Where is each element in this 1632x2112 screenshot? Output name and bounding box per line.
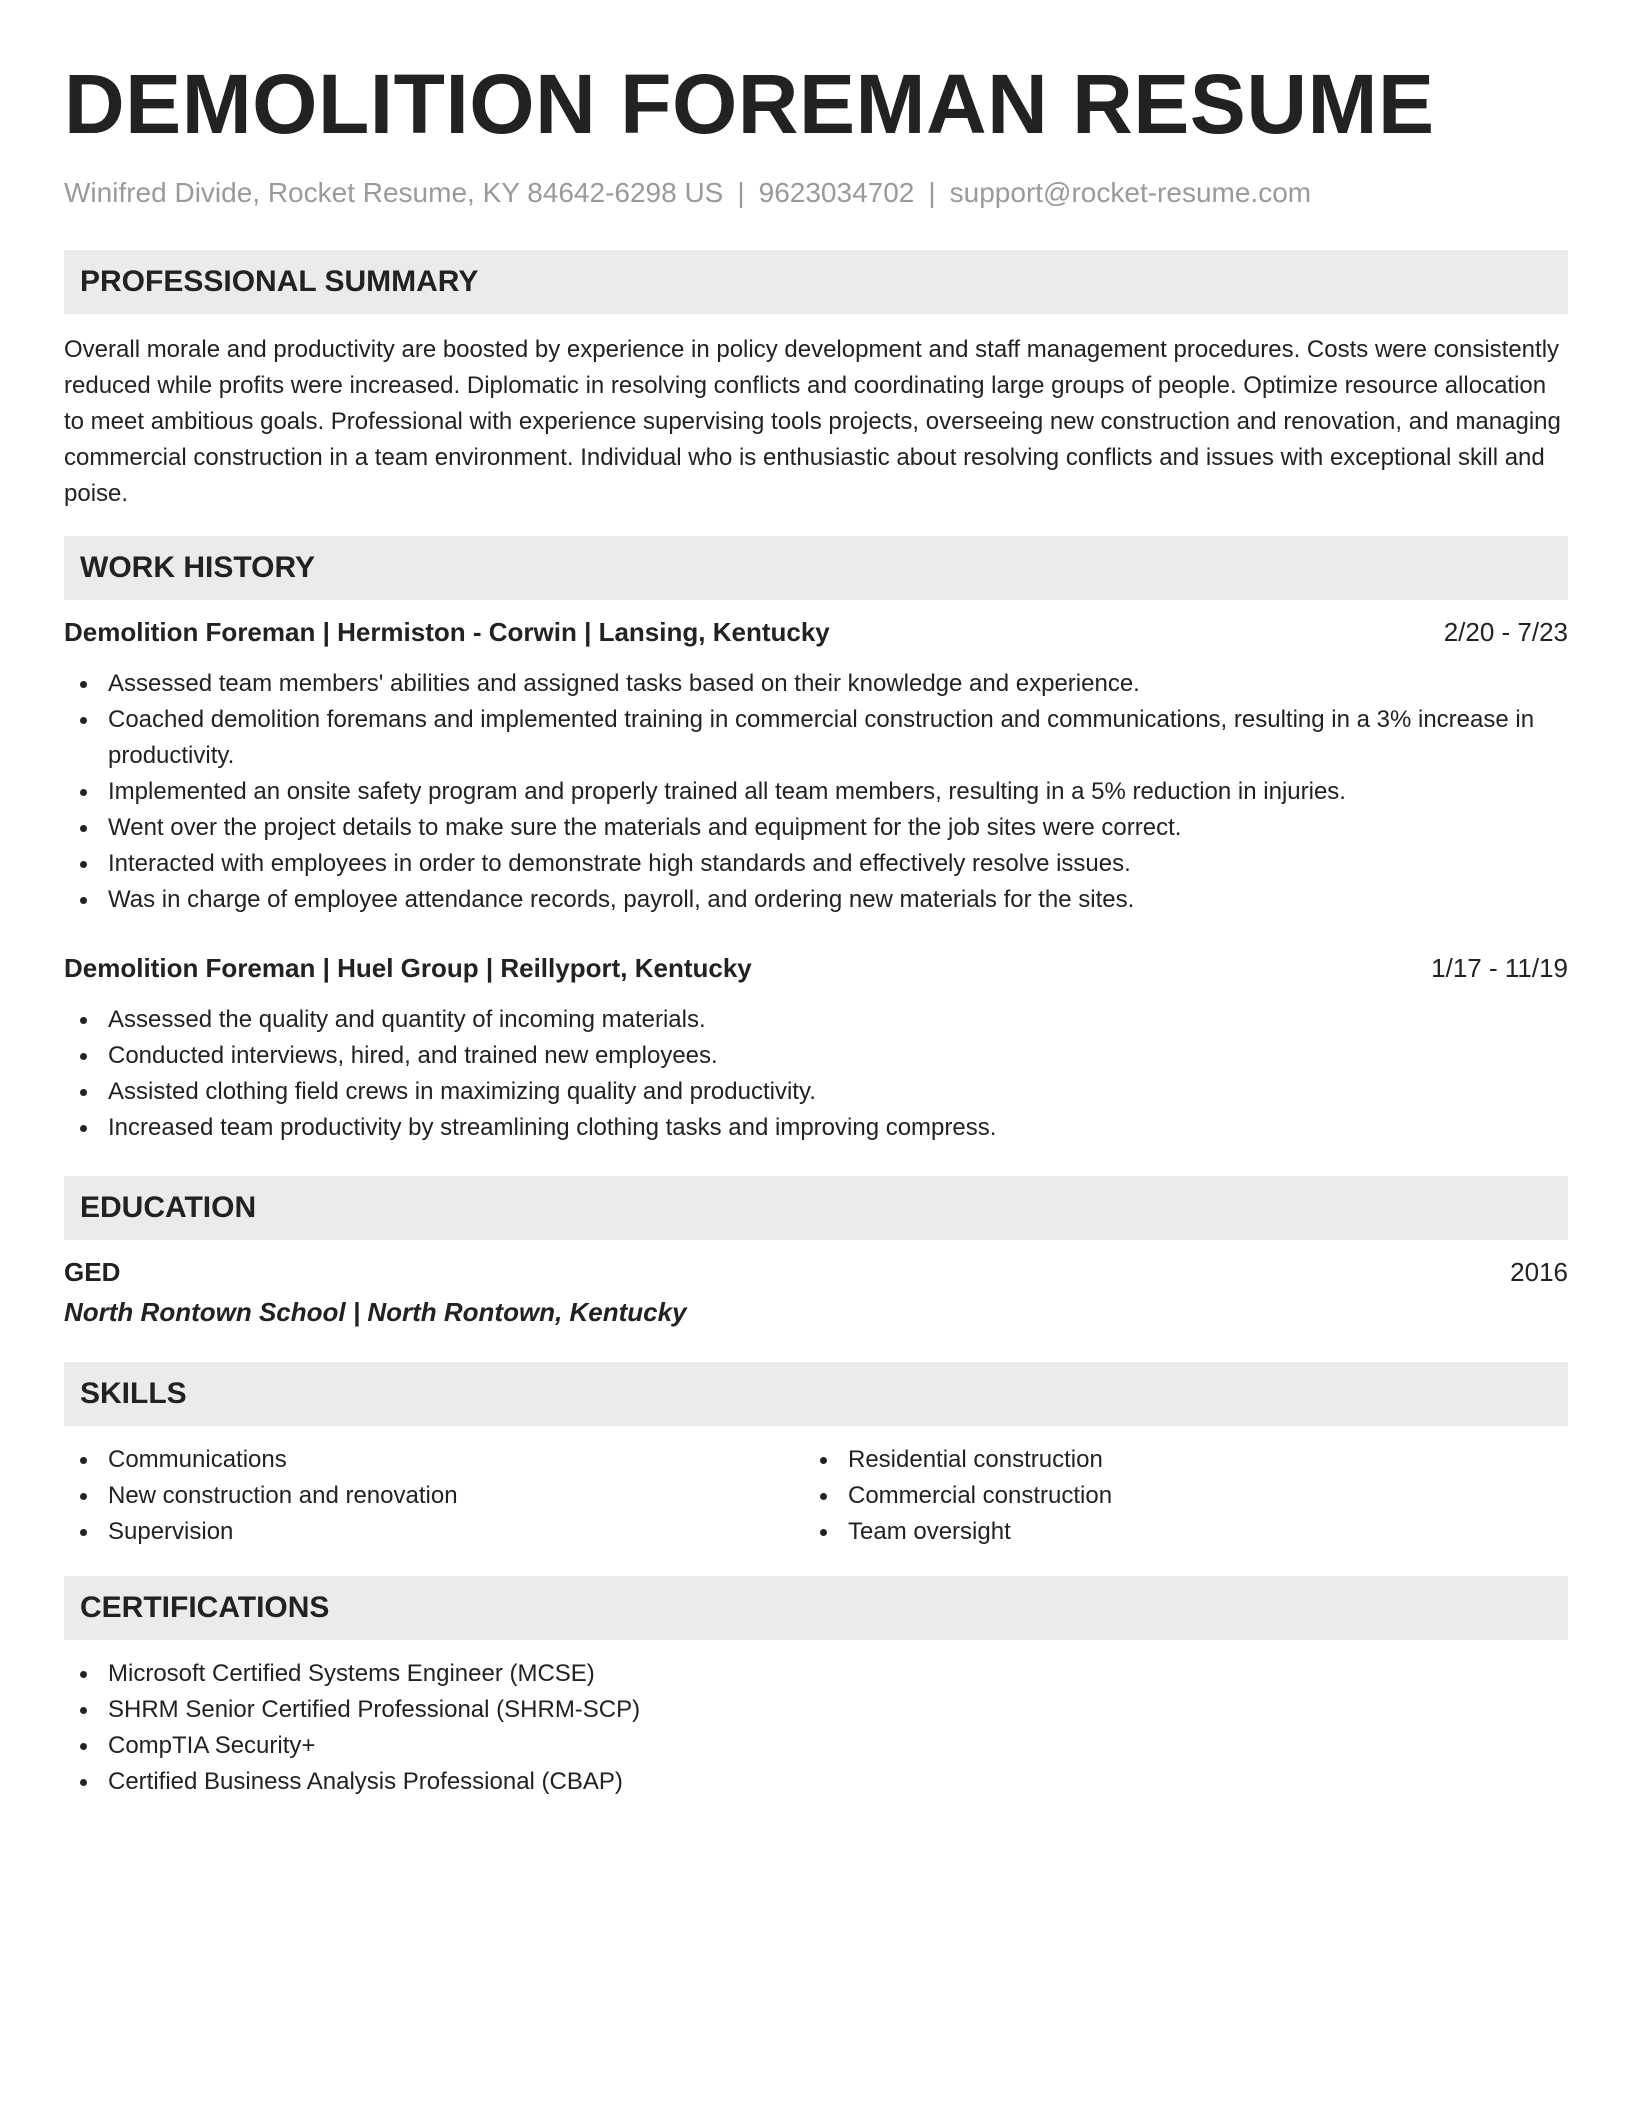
skills-column-left <box>64 1442 804 1550</box>
list-item: Assisted clothing field crews in maximizing quality and productivity. <box>64 1074 1568 1110</box>
contact-phone: 9623034702 <box>758 177 915 208</box>
education-year: 2016 <box>1510 1257 1568 1287</box>
certifications-list <box>64 1656 1568 1800</box>
skills-heading: SKILLS <box>64 1362 1568 1426</box>
list-item: Assessed team members' abilities and assigned tasks based on their knowledge and experience. <box>64 666 1568 702</box>
skills-list <box>64 1442 1568 1550</box>
job-entry <box>64 614 1568 918</box>
job-duties <box>64 1002 1568 1146</box>
summary-text: Overall morale and productivity are boosted by experience in policy development and staff management procedures. Costs were consistently reduced while profits were increased. Diplomatic in resolving conflicts and coordinating large groups of people. Optimize resource allocation to meet ambitious goals. Professional with experience supervising tools projects, overseeing new construction and renovation, and managing commercial construction in a team environment. Individual who is enthusiastic about resolving conflicts and issues with exceptional skill and poise. <box>64 336 1561 507</box>
education-school: North Rontown School | North Rontown, Kentucky <box>64 1297 687 1327</box>
certification-item: SHRM Senior Certified Professional (SHRM-SCP) <box>64 1692 1568 1728</box>
list-item: Conducted interviews, hired, and trained new employees. <box>64 1038 1568 1074</box>
certification-item: Certified Business Analysis Professional (CBAP) <box>64 1764 1568 1800</box>
job-entry <box>64 950 1568 1146</box>
list-item: Interacted with employees in order to demonstrate high standards and effectively resolve issues. <box>64 846 1568 882</box>
skill-item: New construction and renovation <box>64 1478 804 1514</box>
contact-line <box>64 176 1568 210</box>
certification-item: Microsoft Certified Systems Engineer (MCSE) <box>64 1656 1568 1692</box>
job-dates: 1/17 - 11/19 <box>1431 953 1568 983</box>
job-dates: 2/20 - 7/23 <box>1443 617 1568 647</box>
education-heading: EDUCATION <box>64 1176 1568 1240</box>
list-item: Increased team productivity by streamlining clothing tasks and improving compress. <box>64 1110 1568 1146</box>
job-duties <box>64 666 1568 918</box>
certifications-heading: CERTIFICATIONS <box>64 1576 1568 1640</box>
summary-heading: PROFESSIONAL SUMMARY <box>64 250 1568 314</box>
contact-separator: | <box>928 177 936 208</box>
list-item: Assessed the quality and quantity of incoming materials. <box>64 1002 1568 1038</box>
job-title: Demolition Foreman | Hermiston - Corwin | Lansing, Kentucky <box>64 617 830 647</box>
contact-address: Winifred Divide, Rocket Resume, KY 84642-6298 US <box>64 177 724 208</box>
contact-separator: | <box>737 177 745 208</box>
resume-title: DEMOLITION FOREMAN RESUME <box>64 57 1435 151</box>
skill-item: Commercial construction <box>804 1478 1544 1514</box>
education-entry <box>64 1254 1568 1330</box>
list-item: Implemented an onsite safety program and properly trained all team members, resulting in a 5% reduction in injuries. <box>64 774 1568 810</box>
education-degree: GED <box>64 1257 121 1287</box>
work-history-heading: WORK HISTORY <box>64 536 1568 600</box>
skill-item: Communications <box>64 1442 804 1478</box>
contact-email: support@rocket-resume.com <box>949 177 1312 208</box>
education-header <box>64 1254 1568 1290</box>
skill-item: Supervision <box>64 1514 804 1550</box>
list-item: Was in charge of employee attendance records, payroll, and ordering new materials for the sites. <box>64 882 1568 918</box>
list-item: Coached demolition foremans and implemented training in commercial construction and communications, resulting in a 3% increase in productivity. <box>64 702 1568 774</box>
list-item: Went over the project details to make sure the materials and equipment for the job sites were correct. <box>64 810 1568 846</box>
job-header <box>64 614 1568 650</box>
job-header <box>64 950 1568 986</box>
skill-item: Residential construction <box>804 1442 1544 1478</box>
certification-item: CompTIA Security+ <box>64 1728 1568 1764</box>
skills-column-right <box>804 1442 1544 1550</box>
skill-item: Team oversight <box>804 1514 1544 1550</box>
job-title: Demolition Foreman | Huel Group | Reillyport, Kentucky <box>64 953 752 983</box>
